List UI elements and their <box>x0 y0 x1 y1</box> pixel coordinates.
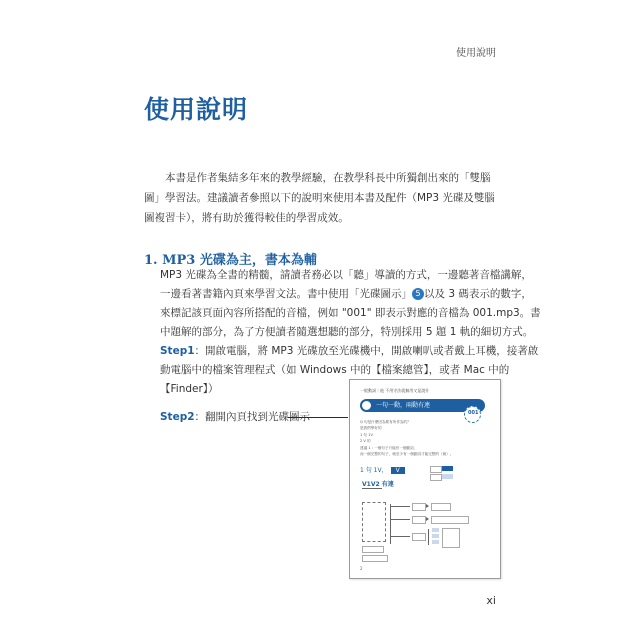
body-text: 以及 3 碼表示的數字， <box>424 288 532 300</box>
diagram-line <box>390 506 410 507</box>
thumbnail-text: 1 句 1V <box>360 433 373 437</box>
diagram-box <box>442 466 453 471</box>
diagram-box <box>442 528 460 548</box>
page-title: 使用說明 <box>144 95 249 124</box>
body-line: 來標記該頁面內容所搭配的音檔，例如 "001" 即表示對應的音檔為 001.mp3。書 <box>160 307 541 319</box>
step1-line: 【Finder】） <box>160 383 219 395</box>
tag-v: V <box>391 467 405 474</box>
thumbnail-tag <box>360 465 405 474</box>
diagram-box <box>430 474 442 481</box>
page-number: xi <box>486 594 496 607</box>
diagram-line <box>362 488 382 489</box>
disc-icon: 5 <box>412 288 424 300</box>
section-heading: 1. MP3 光碟為主，書本為輔 <box>144 253 317 268</box>
diagram-box <box>412 516 426 524</box>
body-line: MP3 光碟為全書的精髓，請讀者務必以「聽」導讀的方式，一邊聽著音檔講解， <box>160 269 532 281</box>
diagram-line <box>390 519 410 520</box>
thumbnail-banner-text: 一句一動，兩動有連 <box>376 402 431 409</box>
step1-text: ：開啟電腦，將 MP3 光碟放至光碟機中，開啟喇叭或者戴上耳機，接著啟 <box>194 345 539 357</box>
step2-label: Step2 <box>160 411 195 423</box>
sample-page-thumbnail <box>349 379 501 579</box>
thumbnail-text: 而一個完整的句子，就至少有一個動詞才能完整的（就）。 <box>360 452 454 456</box>
thumbnail-page-number: 2 <box>360 566 363 571</box>
thumbnail-header: 一般動詞｜他 不用守法就無用又是說什 <box>360 388 430 393</box>
step1-line: 動電腦中的檔案管理程式（如 Windows 中的【檔案總管】，或者 Mac 中的 <box>160 364 510 376</box>
body-line: 中題解的部分，為了方便讀者隨選想聽的部分，特別採用 5 題 1 軌的細切方式。 <box>160 326 534 338</box>
disc-number: 001 <box>468 410 479 416</box>
intro-paragraph: 本書是作者集結多年來的教學經驗，在教學科長中所獨創出來的「雙腦圖」學習法。建議讀者參照以下的說明來使用本書及配件（MP3 光碟及雙腦圖複習卡），將有助於獲得較佳的學習成效。 <box>144 172 495 224</box>
diagram-dashed-box <box>362 502 386 542</box>
step2-text: ：翻開內頁找到光碟圖示 <box>194 411 311 423</box>
diagram-box <box>431 516 469 524</box>
diagram-box <box>412 533 426 541</box>
thumbnail-text: 建議 1 : 一個句子只能有一個動詞， <box>360 446 418 450</box>
diagram-box <box>442 474 453 479</box>
diagram-line <box>390 536 410 537</box>
diagram-box <box>432 528 439 532</box>
body-line-with-icon <box>160 285 532 304</box>
diagram-box <box>362 555 388 562</box>
diagram-box <box>432 534 439 538</box>
arrow-icon <box>426 517 429 521</box>
diagram-box <box>362 546 384 553</box>
diagram-line <box>428 529 429 545</box>
thumbnail-tag: V1V2 有連 <box>362 481 394 488</box>
disc-icon <box>464 406 481 423</box>
diagram-box <box>432 540 439 544</box>
thumbnail-text: 是我們學好的 <box>360 426 382 430</box>
body-text: 一邊看著書籍內頁來學習文法。書中使用「光碟圖示」 <box>160 288 412 300</box>
circle-icon <box>362 401 371 410</box>
step1-label: Step1 <box>160 345 195 357</box>
diagram-box <box>431 503 451 511</box>
step1-line <box>160 342 539 361</box>
arrow-icon <box>426 504 429 508</box>
diagram-box <box>412 503 426 511</box>
thumbnail-text: 2 V 的 <box>360 439 371 443</box>
tag-text: 1 句 1V， <box>360 467 388 474</box>
step2-pointer-line <box>288 417 348 418</box>
diagram-box <box>430 466 442 473</box>
diagram-line <box>390 504 391 544</box>
thumbnail-text: Q 句是什麼因為要有所作為的？ <box>360 420 411 424</box>
running-header: 使用說明 <box>456 48 496 59</box>
